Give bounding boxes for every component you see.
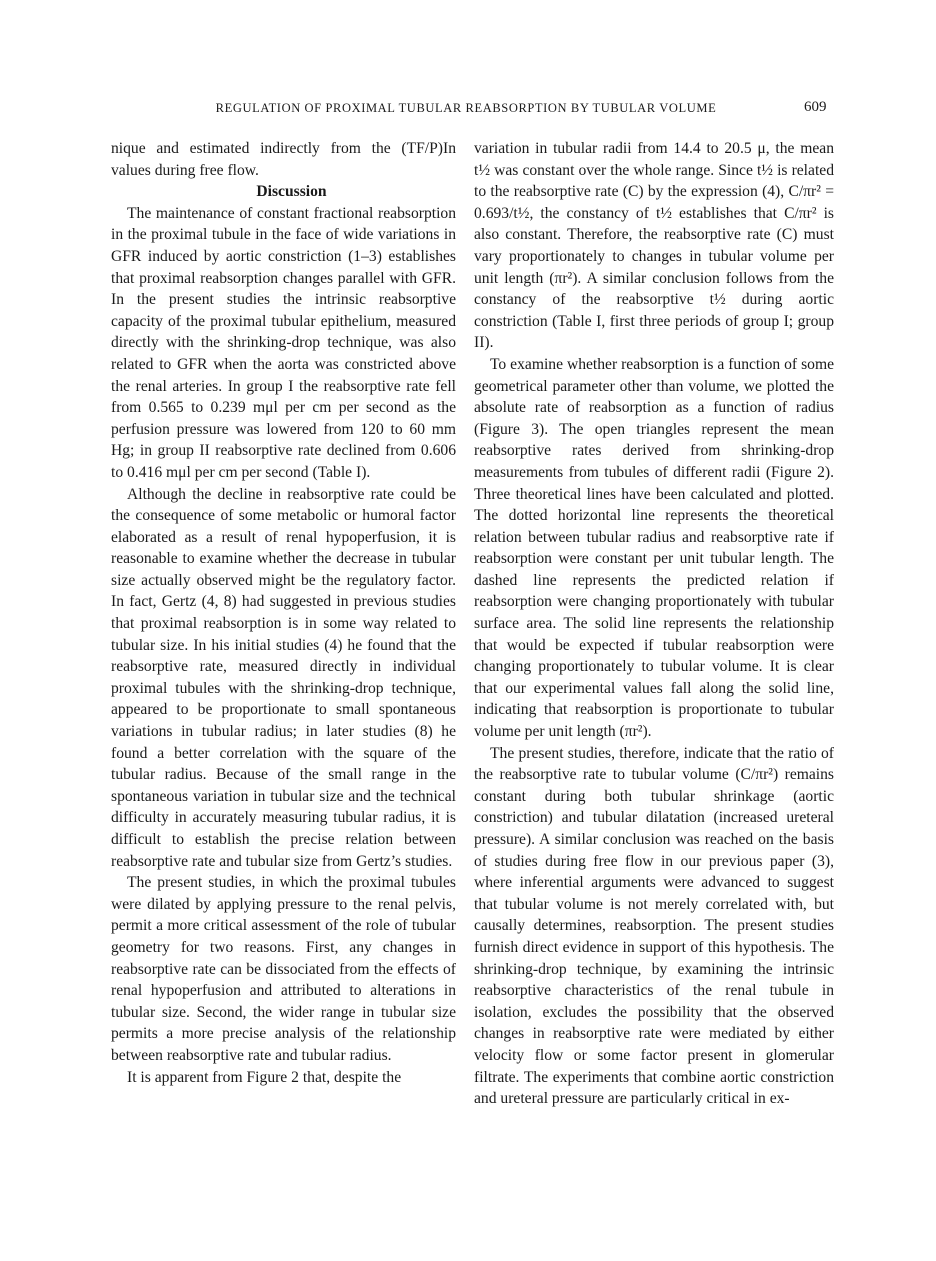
- left-column: [111, 138, 456, 1088]
- paragraph: The present studies, in which the proximal tubules were dilated by applying pressure to the renal pelvis, permit a more critical assessment of the role of tubular geometry for two reasons. First, any changes in reabsorptive rate can be dissociated from the effects of renal hypoperfusion and attributed to alterations in tubular size. Second, the wider range in tubular size permits a more precise analysis of the relationship between reabsorptive rate and tubular radius.: [111, 874, 456, 1064]
- running-title: REGULATION OF PROXIMAL TUBULAR REABSORPTION BY TUBULAR VOLUME: [215, 101, 717, 115]
- paragraph: It is apparent from Figure 2 that, despite the: [127, 1068, 402, 1086]
- page-number: 609: [804, 99, 827, 115]
- paragraph: Although the decline in reabsorptive rate could be the consequence of some metabolic or humoral factor elaborated as a result of renal hypoperfusion, it is reasonable to examine whether the decrease in tubular size actually observed might be the regulatory factor. In fact, Gertz (4, 8) had suggested in previous studies that proximal reabsorption is in some way related to tubular size. In his initial studies (4) he found that the reabsorptive rate, measured directly in individual proximal tubules with the shrinking-drop technique, appeared to be proportionate to small spontaneous variations in tubular radius; in later studies (8) he found a better correlation with the square of the tubular radius. Because of the small range in the spontaneous variation in tubular size and the technical difficulty in accurately measuring tubular radius, it is difficult to establish the precise relation between reabsorptive rate and tubular size from Gertz’s studies.: [111, 485, 456, 870]
- paragraph: The maintenance of constant fractional reabsorption in the proximal tubule in the face of wide variations in GFR induced by aortic constriction (1–3) establishes that proximal reabsorption changes parallel with GFR. In the present studies the intrinsic reabsorptive capacity of the proximal tubular epithelium, measured directly with the shrinking-drop technique, was also related to GFR when the aorta was constricted above the renal arteries. In group I the reabsorptive rate fell from 0.565 to 0.239 mμl per cm per second as the perfusion pressure was lowered from 120 to 60 mm Hg; in group II reabsorptive rate declined from 0.606 to 0.416 mμl per cm per second (Table I).: [111, 204, 456, 481]
- right-column: [474, 138, 834, 1110]
- paragraph: The present studies, therefore, indicate that the ratio of the reabsorptive rate to tubular volume (C/πr²) remains constant during both tubular shrinkage (aortic constriction) and tubular dilatation (increased ureteral pressure). A similar conclusion was reached on the basis of studies during free flow in our previous paper (3), where inferential arguments were advanced to suggest that tubular volume is not merely correlated with, but causally determines, reabsorption. The present studies furnish direct evidence in support of this hypothesis. The shrinking-drop technique, by examining the intrinsic reabsorptive characteristics of the renal tubule in isolation, excludes the possibility that the observed changes in reabsorptive rate were mediated by either velocity flow or some factor present in glomerular filtrate. The experiments that combine aortic constriction and ureteral pressure are particularly critical in ex-: [474, 744, 834, 1108]
- paragraph-continuation: variation in tubular radii from 14.4 to 20.5 μ, the mean t½ was constant over the whole range. Since t½ is related to the reabsorptive rate (C) by the expression (4), C/πr² = 0.693/t½, the constancy of t½ establishes that C/πr² is also constant. Therefore, the reabsorptive rate (C) must vary proportionately to changes in tubular volume per unit length (πr²). A similar conclusion follows from the constancy of the reabsorptive t½ during aortic constriction (Table I, first three periods of group I; group II).: [474, 140, 834, 352]
- paragraph-continuation: nique and estimated indirectly from the (TF/P)In values during free flow.: [111, 140, 456, 179]
- section-heading-discussion: Discussion: [256, 183, 327, 201]
- paragraph: To examine whether reabsorption is a function of some geometrical parameter other than volume, we plotted the absolute rate of reabsorption as a function of radius (Figure 3). The open triangles represent the mean reabsorptive rates derived from shrinking-drop measurements from tubules of different radii (Figure 2). Three theoretical lines have been calculated and plotted. The dotted horizontal line represents the theoretical relation between tubular radius and reabsorptive rate if reabsorption were constant per unit tubular length. The dashed line represents the predicted relation if reabsorption were changing proportionately with tubular surface area. The solid line represents the relationship that would be expected if tubular reabsorption were changing proportionately to tubular volume. It is clear that our experimental values fall along the solid line, indicating that reabsorption is proportionate to tubular volume per unit length (πr²).: [474, 355, 834, 741]
